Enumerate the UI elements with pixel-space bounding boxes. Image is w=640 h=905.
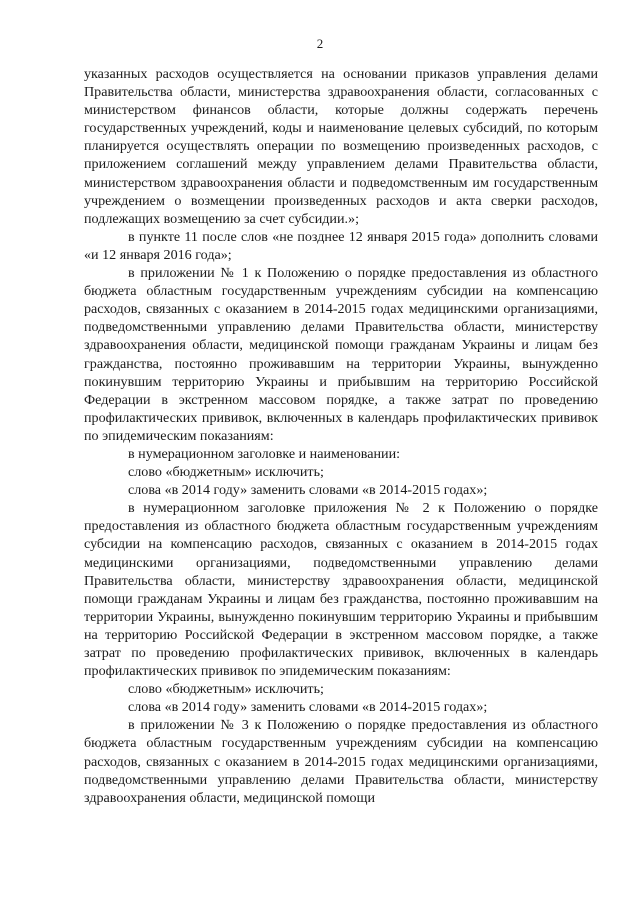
document-body: [84, 65, 598, 807]
paragraph: в приложении № 3 к Положению о порядке предоставления из областного бюджета областным государственным учреждениям субсидии на компенсацию расходов, связанных с оказанием в 2014-2015 годах медицинскими организациями, подведомственными управлению делами Правительства области, министерству здравоохранения области, медицинской помощи: [84, 717, 598, 806]
paragraph: слова «в 2014 году» заменить словами «в 2014-2015 годах»;: [128, 482, 488, 499]
paragraph: слово «бюджетным» исключить;: [128, 681, 324, 698]
paragraph: в пункте 11 после слов «не позднее 12 января 2015 года» дополнить словами «и 12 января 2016 года»;: [84, 228, 598, 263]
paragraph: в приложении № 1 к Положению о порядке предоставления из областного бюджета областным государственным учреждениям субсидии на компенсацию расходов, связанных с оказанием в 2014-2015 годах медицинскими организациями, подведомственными управлению делами Правительства области, министерству здравоохранения области, медицинской помощи гражданам Украины и лицам без гражданства, постоянно проживавшим на территории Украины, вынужденно покинувшим территорию Украины и прибывшим на территорию Российской Федерации в экстренном массовом порядке, а также затрат по проведению профилактических прививок, включенных в календарь профилактических прививок по эпидемическим показаниям:: [84, 265, 598, 444]
paragraph: слова «в 2014 году» заменить словами «в 2014-2015 годах»;: [128, 699, 488, 716]
paragraph: указанных расходов осуществляется на основании приказов управления делами Правительства области, министерства здравоохранения области, согласованных с министерством финансов области, которые должны содержать перечень государственных учреждений, коды и наименование целевых субсидий, по которым планируется осуществлять операции по возмещению произведенных расходов, с приложением соглашений между управлением делами Правительства области, министерством здравоохранения области и подведомственным им государственным учреждением о возмещении произведенных расходов и акта сверки расходов, подлежащих возмещению за счет субсидии.»;: [84, 66, 598, 227]
paragraph: слово «бюджетным» исключить;: [128, 464, 324, 481]
page-number: 2: [316, 36, 324, 51]
paragraph: в нумерационном заголовке и наименовании:: [128, 445, 401, 462]
paragraph: в нумерационном заголовке приложения № 2 к Положению о порядке предоставления из областного бюджета областным государственным учреждениям субсидии на компенсацию расходов, связанных с оказанием в 2014-2015 годах медицинскими организациями, подведомственными управлению делами Правительства области, министерству здравоохранения области, медицинской помощи гражданам Украины и лицам без гражданства, постоянно проживавшим на территории Украины, вынужденно покинувшим территорию Украины и прибывшим на территорию Российской Федерации в экстренном массовом порядке, а также затрат по проведению профилактических прививок, включенных в календарь профилактических прививок по эпидемическим показаниям:: [84, 500, 598, 680]
